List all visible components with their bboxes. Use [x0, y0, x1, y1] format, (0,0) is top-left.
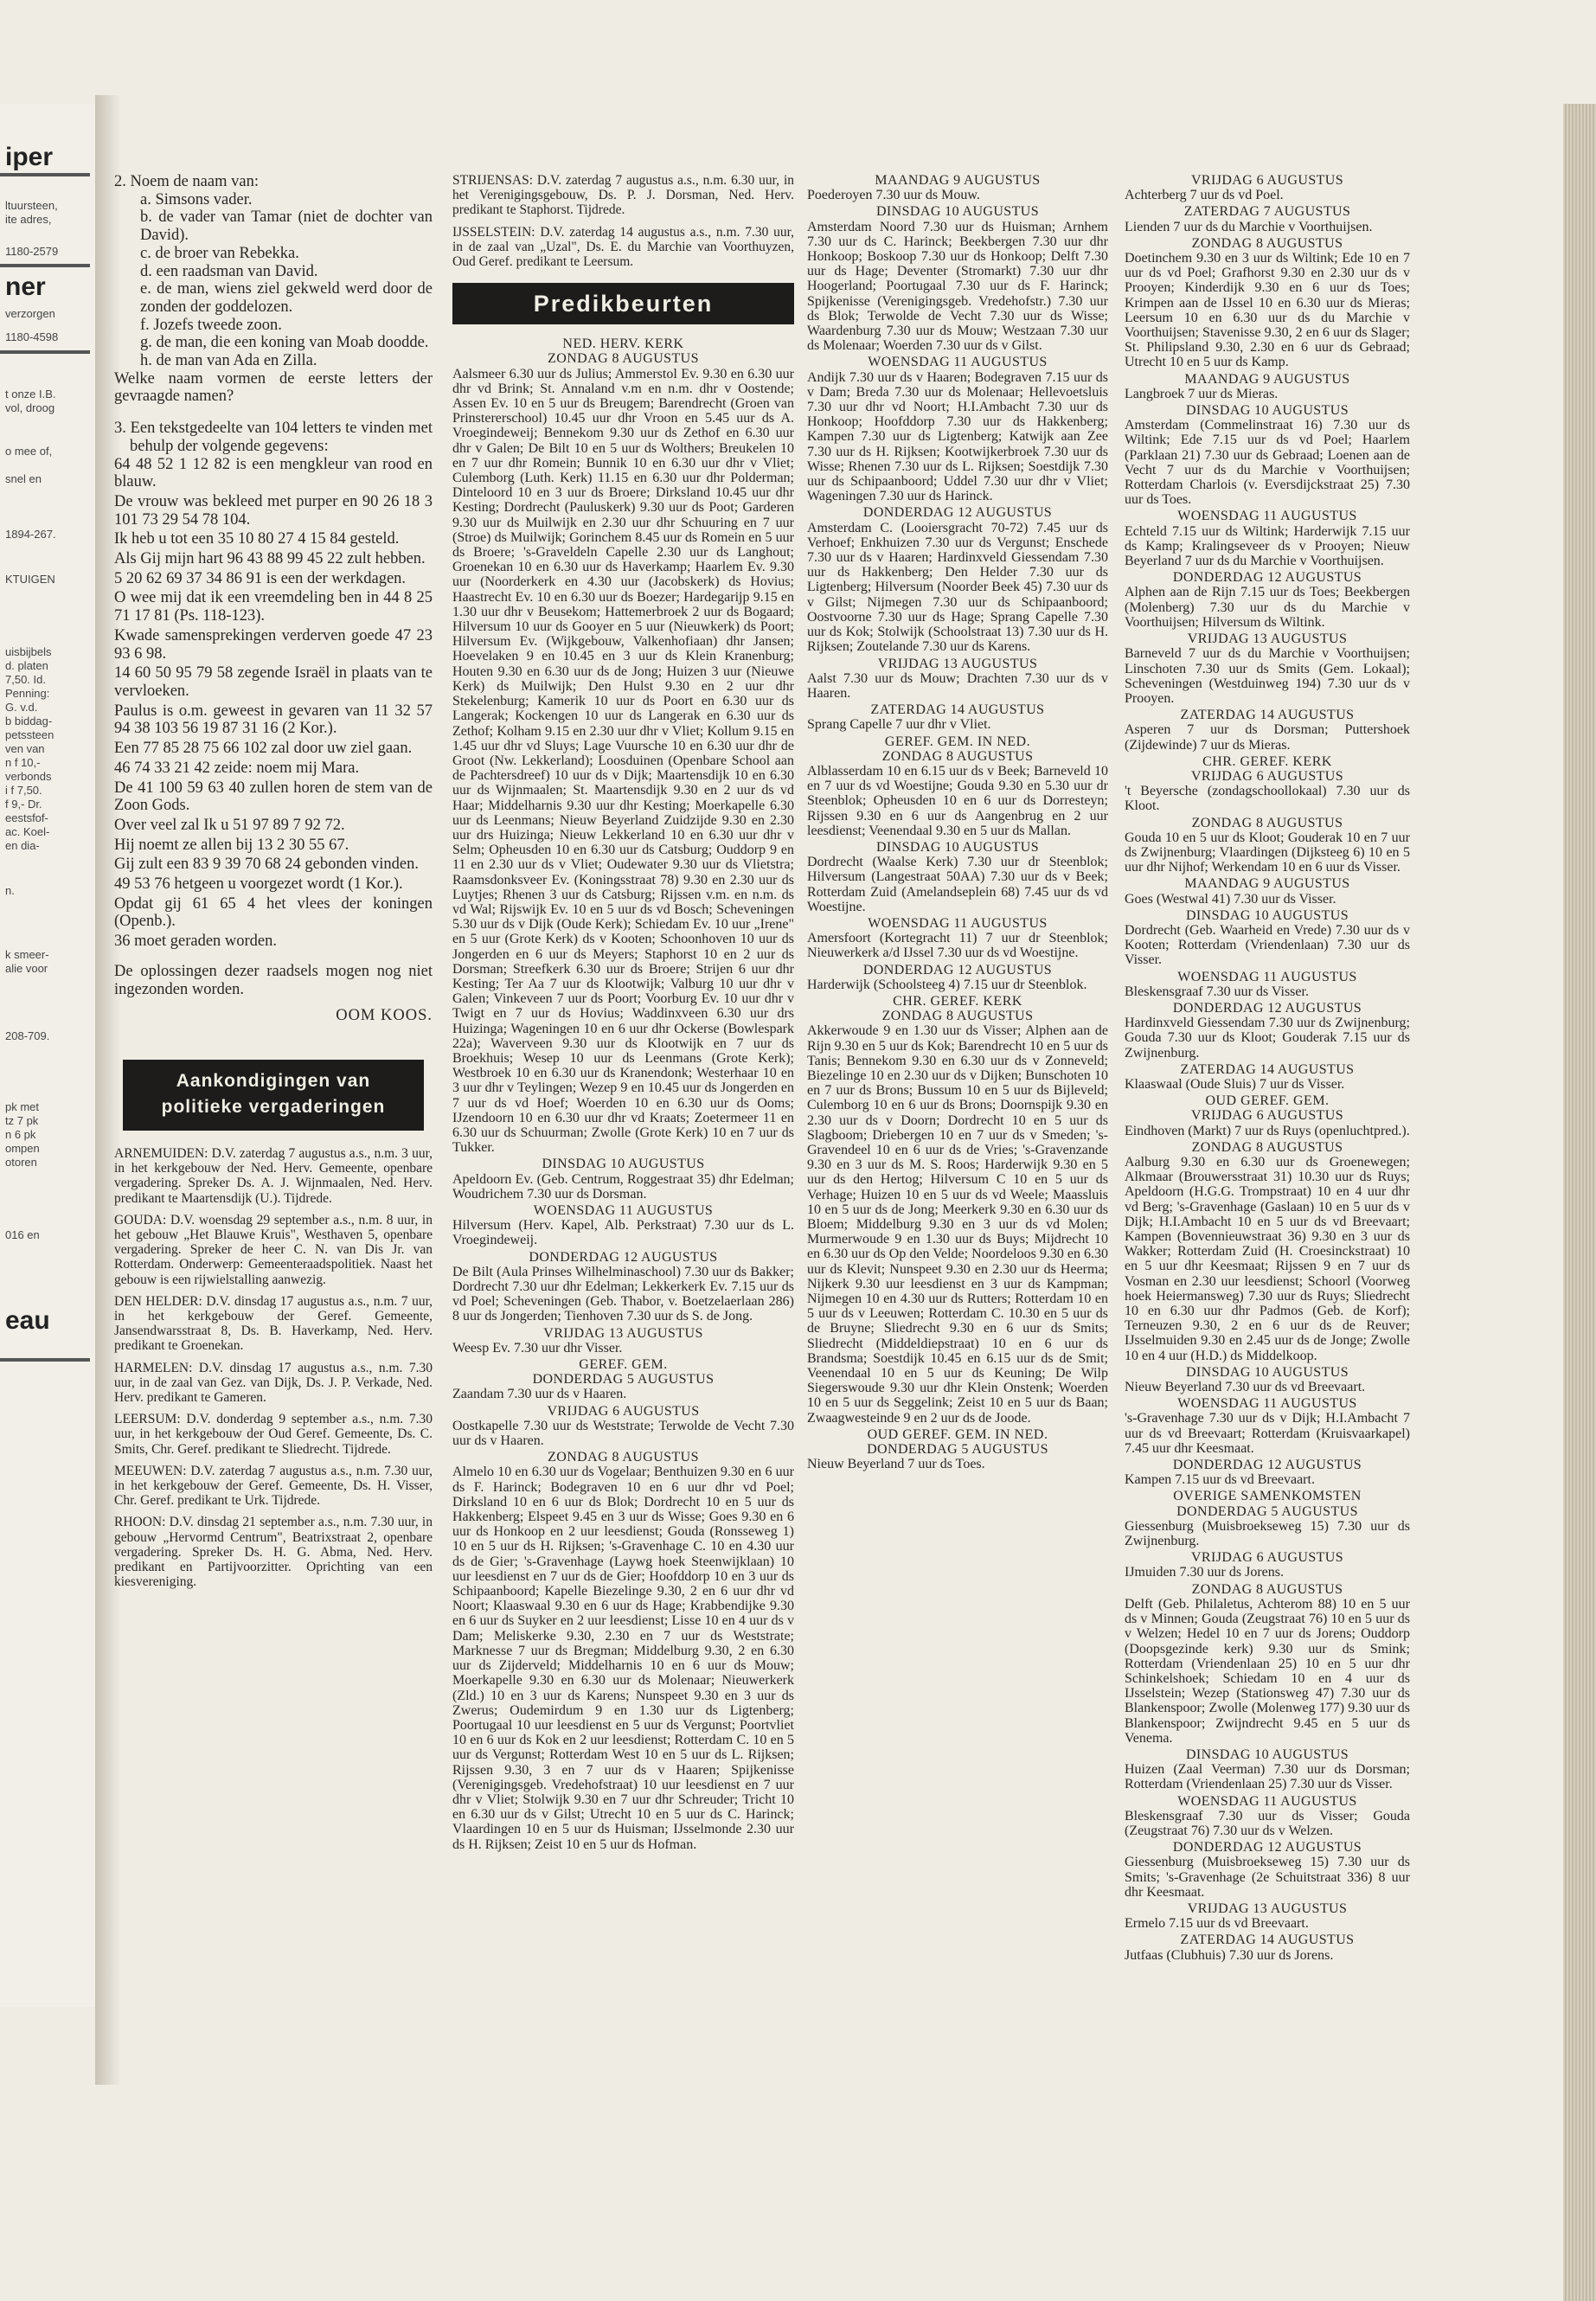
church-heading: OVERIGE SAMENKOMSTEN	[1173, 1489, 1362, 1504]
day-heading: ZONDAG 8 AUGUSTUS	[1191, 235, 1343, 251]
question-3-line: 64 48 52 1 12 82 is een mengkleur van rood en blauw.	[114, 455, 433, 491]
question-2-item: b. de vader van Tamar (niet de dochter van David).	[140, 208, 433, 245]
announcement-item: ARNEMUIDEN: D.V. zaterdag 7 augustus a.s., n.m. 3 uur, in het kerkgebouw der Ned. Herv. Gemeente, openbare vergadering. Spreker Ds. A. J. Wijnmaalen, Ned. Herv. predikant te Maartensdijk (U.). Tijdrede.	[114, 1145, 433, 1206]
previous-page-fragment: ite adres,	[5, 213, 52, 226]
service-listing: Hardinxveld Giessendam 7.30 uur ds Zwijnenburg; Gouda 7.30 uur ds Kloot; Gouderak 7.15 uur ds Zwijnenburg.	[1125, 1016, 1410, 1061]
church-heading: CHR. GEREF. KERK	[1202, 753, 1332, 769]
previous-page-fragment: 016 en	[5, 1228, 40, 1241]
day-heading: WOENSDAG 11 AUGUSTUS	[1177, 969, 1357, 984]
service-listing: Amersfoort (Kortegracht 11) 7 uur dr Steenblok; Nieuwerkerk a/d IJssel 7.30 uur ds vd Woestijne.	[807, 931, 1108, 961]
day-heading: ZATERDAG 14 AUGUSTUS	[1180, 708, 1355, 723]
day-heading: DINSDAG 10 AUGUSTUS	[542, 1157, 705, 1172]
service-listing: Gouda 10 en 5 uur ds Kloot; Gouderak 10 en 7 uur ds Zwijnenburg; Vlaardingen (Dijksteeg 6) 10 en 5 uur dhr Nijhof; Werkendam 10 en 6 uur ds Visser.	[1125, 830, 1410, 875]
service-listing: Dordrecht (Geb. Waarheid en Vrede) 7.30 uur ds v Kooten; Rotterdam (Vriendenlaan) 7.30 uur ds Visser.	[1125, 922, 1410, 968]
question-2-items	[114, 191, 433, 370]
previous-page-rule	[0, 350, 90, 354]
announcement-item: HARMELEN: D.V. dinsdag 17 augustus a.s., n.m. 7.30 uur, in de zaal van Gez. van Dijk, Ds. J. P. Verkade, Ned. Herv. predikant te Gameren.	[114, 1360, 433, 1405]
service-listing: Giessenburg (Muisbroekseweg 15) 7.30 uur ds Zwijnenburg.	[1125, 1518, 1410, 1549]
day-heading: ZATERDAG 14 AUGUSTUS	[1180, 1061, 1355, 1077]
question-3-line: Over veel zal Ik u 51 97 89 7 92 72.	[114, 816, 345, 834]
day-heading: DONDERDAG 12 AUGUSTUS	[1172, 1000, 1362, 1016]
previous-page-fragment: i f 7,50.	[5, 784, 42, 797]
day-heading: DINSDAG 10 AUGUSTUS	[1185, 1364, 1349, 1380]
church-heading: OUD GEREF. GEM.	[1205, 1093, 1330, 1109]
service-listing: Almelo 10 en 6.30 uur ds Vogelaar; Benthuizen 9.30 en 6 uur ds F. Harinck; Bodegraven 10 en 6 uur dhr vd Poel; Dirksland 10 en 6 uur ds Blok; Dordrecht 10 en 5 uur ds Hakkenberg; Elspeet 9.45 en 3 uur ds Wisse; Goes 9.30 en 6 uur ds Honkoop en 2 uur leesdienst; Gouda (Ronsseweg 1) 10 en 5 uur ds H. Rijksen; 's-Gravenhage C. 10 en 4.30 uur ds de Gier; 's-Gravenhage (Laywg hoek Steenwijklaan) 10 uur leesdienst en 7 uur ds de Gier; Hoofddorp 10 en 3 uur ds Schipaanboord; Kapelle Biezelinge 9.30, 2 en 6 uur dhr vd Noort; Klaaswaal 9.30 en 6 uur ds Hage; Krabbendijke 9.30 en 6 uur ds Suyker en 2 uur leesdienst; Lisse 10 en 4 uur ds v Dam; Meliskerke 9.30, 2.30 en 7 uur ds Weststrate; Marknesse 7 uur ds Bregman; Middelburg 9.30, 2 en 6.30 uur ds Zijderveld; Middelharnis 10 en 6 uur ds Mouw; Moerkapelle 9.30 en 6.30 uur ds Molenaar; Nieuwerkerk (Zld.) 10 en 3 uur ds Karens; Nunspeet 9.30 en 3 uur ds Zwerus; Oudemirdum 9 en 1.30 uur ds Ligtenberg; Poortugaal 10 uur leesdienst en 5 uur ds Vergunst; Poortvliet 10 en 6 uur ds Kok en 2 uur leesdienst; Rotterdam C. 10 en 5 uur ds Vergunst; Rotterdam West 10 en 5 uur ds L. Rijksen; Rijssen 9.30, 3 en 7 uur ds v Haaren; Spijkenisse (Verenigingsgeb. Vredehofstraat) 10 uur leesdienst en 7 uur dhr v Vliet; Stolwijk 9.30 en 7 uur dhr Schreuder; Tricht 10 en 6.30 uur ds v Gilst; Utrecht 10 en 5 uur ds C. Harinck; Vlaardingen 10 en 5 uur ds Huisman; IJsselmonde 2.30 uur ds H. Rijksen; Zeist 10 en 5 uur ds Hofman.	[452, 1465, 794, 1852]
previous-page-fragment: 1180-4598	[5, 330, 59, 343]
previous-page-fragment: iper	[5, 143, 54, 171]
service-listing: Bleskensgraaf 7.30 uur ds Visser.	[1125, 984, 1309, 999]
service-listing: Achterberg 7 uur ds vd Poel.	[1125, 188, 1284, 203]
day-heading: WOENSDAG 11 AUGUSTUS	[868, 355, 1048, 370]
previous-page-fragment: petssteen	[5, 728, 54, 741]
day-heading: DINSDAG 10 AUGUSTUS	[1185, 403, 1349, 419]
previous-page-fragment: en dia-	[5, 839, 40, 852]
day-heading: DINSDAG 10 AUGUSTUS	[1185, 907, 1349, 923]
service-listing: Huizen (Zaal Veerman) 7.30 uur ds Dorsman; Rotterdam (Vriendenlaan 25) 7.30 uur ds Visser.	[1125, 1762, 1410, 1792]
previous-page-fragment: d. platen	[5, 659, 48, 672]
service-listing: Hilversum (Herv. Kapel, Alb. Perkstraat) 7.30 uur ds L. Vroegindeweij.	[452, 1218, 794, 1248]
announcement-item: RHOON: D.V. dinsdag 21 september a.s., n.m. 7.30 uur, in gebouw „Hervormd Centrum", Beatrixstraat 2, openbare vergadering. Spreker Ds. H. G. Abma, Ned. Herv. predikant en Partijvoorzitter. Oprichting van een kiesvereniging.	[114, 1515, 433, 1590]
previous-page-fragment: ner	[5, 272, 46, 301]
question-3-lines	[114, 456, 433, 951]
service-listing: Akkerwoude 9 en 1.30 uur ds Visser; Alphen aan de Rijn 9.30 en 5 uur ds Kok; Barendrecht 10 en 5 uur ds Tanis; Bennekom 9.30 en 6.30 uur ds v Zonneveld; Biezelinge 10 en 2.30 uur ds v Dijken; Bunschoten 10 en 7 uur ds Brons; Bussum 10 en 5 uur ds Bijleveld; Culemborg 10 en 6 uur ds Brons; Doornspijk 9.30 en 2.30 uur ds v Doorn; Dordrecht 10 en 5 uur ds Slagboom; Driebergen 10 en 7 uur ds v Smeden; 's-Gravendeel 10 en 6 uur ds de Vries; 's-Gravenzande 9.30 en 3 uur ds M. S. Roos; Harderwijk 9.30 en 5 uur ds den Hertog; Hilversum C 10 en 5 uur ds Verhage; Huizen 10 en 5 uur ds vd Weele; Maassluis 10 en 5 uur ds de Jong; Meerkerk 9.30 en 6.30 uur ds Bloem; Middelburg 9.30 en 3 uur ds vd Molen; Murmerwoude 9 en 1.30 uur ds Buys; Mijdrecht 10 en 6.30 uur ds Op den Velde; Noordeloos 9.30 en 6.30 uur ds Klevit; Nunspeet 9.30 en 2.30 uur ds Heerma; Nijkerk 9.30 uur leesdienst en 3 uur ds Kampman; Nijmegen 10 en 4.30 uur ds Rutters; Rotterdam 10 en 5 uur ds v Leeuwen; Rotterdam C. 10.30 en 5 uur ds de Bruyne; Sliedrecht 9.30 en 6 uur ds Smits; Sliedrecht (Middeldiepstraat) 10 en 6 uur ds Brandsma; Soestdijk 10.45 en 6.15 uur ds de Smit; Veenendaal 10 en 5 uur ds Keuning; De Wilp Siegerswoude 9.30 uur dhr Klein Onstenk; Woerden 10 en 5 uur ds Seggelink; Zeist 10 en 5 uur ds Baan; Zwaagwesteinde 9 en 2 uur ds de Joode.	[807, 1023, 1108, 1426]
service-listing: Giessenburg (Muisbroekseweg 15) 7.30 uur ds Smits; 's-Gravenhage (2e Schuitstraat 336) 8 uur dhr Keesmaat.	[1125, 1855, 1410, 1900]
announcement-item: DEN HELDER: D.V. dinsdag 17 augustus a.s., n.m. 7 uur, in het kerkgebouw der Geref. Gemeente, Jansendwarsstraat 8, Ds. B. Haverkamp, Ned. Herv. predikant te Groenekan.	[114, 1293, 433, 1354]
day-heading: ZONDAG 8 AUGUSTUS	[548, 1450, 699, 1465]
announcements-title-line2: politieke vergaderingen	[161, 1096, 386, 1117]
day-heading: ZONDAG 8 AUGUSTUS	[1191, 815, 1343, 830]
service-listing: Apeldoorn Ev. (Geb. Centrum, Roggestraat 35) dhr Edelman; Woudrichem 7.30 uur ds Dorsman.	[452, 1171, 794, 1202]
announcement-item: LEERSUM: D.V. donderdag 9 september a.s., n.m. 7.30 uur, in het kerkgebouw der Oud Geref. Gemeente, Ds. C. Smits, Chr. Geref. predikant te Sliedrecht. Tijdrede.	[114, 1412, 433, 1457]
day-heading: ZONDAG 8 AUGUSTUS	[548, 351, 699, 367]
question-2-item: g. de man, die een koning van Moab doodde.	[140, 334, 429, 352]
service-listing: Harderwijk (Schoolsteeg 4) 7.15 uur dr Steenblok.	[807, 977, 1087, 992]
announcements-list-continued	[452, 173, 794, 269]
previous-page-rule	[0, 1358, 90, 1362]
previous-page-fragment: snel en	[5, 472, 42, 485]
service-listing: Poederoyen 7.30 uur ds Mouw.	[807, 188, 980, 203]
question-3-line: Paulus is o.m. geweest in gevaren van 11 32 57 94 38 103 56 19 87 31 16 (2 Kor.).	[114, 702, 433, 738]
previous-page-rule	[0, 264, 90, 267]
service-listing: Dordrecht (Waalse Kerk) 7.30 uur dr Steenblok; Hilversum (Langestraat 50AA) 7.30 uur ds v Beek; Rotterdam Zuid (Amelandseplein 68) 7.45 uur ds vd Woestijne.	[807, 855, 1108, 914]
question-3-line: Ik heb u tot een 35 10 80 27 4 15 84 gesteld.	[114, 530, 400, 548]
predikbeurten-banner: Predikbeurten	[452, 283, 794, 324]
question-3-line: De 41 100 59 63 40 zullen horen de stem van de Zoon Gods.	[114, 779, 433, 815]
question-2: 2. Noem de naam van:	[114, 173, 259, 190]
question-3-line: Als Gij mijn hart 96 43 88 99 45 22 zult hebben.	[114, 550, 426, 568]
service-listing: Bleskensgraaf 7.30 uur ds Visser; Gouda (Zeugstraat 76) 7.30 uur ds v Welzen.	[1125, 1808, 1410, 1838]
question-3-line: Opdat gij 61 65 4 het vlees der koningen (Openb.).	[114, 894, 433, 931]
question-3-line: 49 53 76 hetgeen u voorgezet wordt (1 Kor.).	[114, 875, 403, 894]
previous-page-fragment: G. v.d.	[5, 701, 38, 714]
day-heading: VRIJDAG 13 AUGUSTUS	[543, 1325, 703, 1341]
church-heading: GEREF. GEM.	[579, 1357, 668, 1373]
question-3-line: Gij zult een 83 9 39 70 68 24 gebonden vinden.	[114, 856, 419, 874]
announcements-list	[114, 1146, 433, 1589]
day-heading: ZONDAG 8 AUGUSTUS	[881, 748, 1034, 764]
service-listing: Amsterdam (Commelinstraat 16) 7.30 uur ds Wiltink; Ede 7.15 uur ds vd Poel; Haarlem (Parklaan 21) 7.30 uur ds Gebraad; Loenen aan de Vecht 7 uur ds du Marchie v Voorthuijsen; Rotterdam Charlois (v. Eversdijckstraat 25) 7.30 uur ds Toes.	[1125, 418, 1410, 508]
question-3-line: 36 moet geraden worden.	[114, 933, 278, 951]
service-listing: Kampen 7.15 uur ds vd Breevaart.	[1125, 1472, 1315, 1488]
previous-page-fragment: eau	[5, 1306, 50, 1335]
previous-page-fragment: ven van	[5, 742, 45, 755]
service-listing: Doetinchem 9.30 en 3 uur ds Wiltink; Ede 10 en 7 uur ds vd Poel; Grafhorst 9.30 en 2.30 uur ds v Prooyen; Kinderdijk 9.30 en 6 uur ds Toes; Krimpen aan de IJssel 10 en 6.30 uur ds Mieras; Leersum 10 en 6.30 uur ds du Marchie v Voorthuijsen; Stavenisse 9.30, 2 en 6 uur ds Slager; St. Philipsland 9.30, 2.30 en 6 uur ds Gebraad; Utrecht 10 en 5 uur ds Kamp.	[1125, 251, 1410, 370]
service-listing: Weesp Ev. 7.30 uur dhr Visser.	[452, 1340, 623, 1356]
service-listing: Eindhoven (Markt) 7 uur ds Ruys (openluchtpred.).	[1125, 1123, 1410, 1138]
announcements-banner	[123, 1060, 424, 1131]
church-heading: CHR. GEREF. KERK	[893, 993, 1022, 1009]
previous-page-fragment: 208-709.	[5, 1029, 50, 1042]
service-listing: Aalburg 9.30 en 6.30 uur ds Groenewegen; Alkmaar (Brouwersstraat 31) 10.30 uur ds Ruys; Apeldoorn (H.G.G. Trompstraat) 10 en 4 uur dhr vd Berg; 's-Gravenhage (Gaslaan) 10 en 5 uur ds v Dijk; H.I.Ambacht 10 en 5 uur ds vd Breevaart; Kampen (Bovennieuwstraat 36) 9.30 en 3 uur ds Wakker; Rotterdam Zuid (H. Croesinckstraat) 10 en 5 uur dhr Keesmaat; Rijssen 9 en 7 uur ds Vosman en 2.30 uur leesdienst; Schoorl (Voorweg hoek Heiermansweg) 7.30 uur ds Ruys; Sliedrecht 10 en 6.30 uur dhr Padmos (Geb. de Korf); Terneuzen 9.30, 2 en 6 uur ds de Reuver; IJsselmuiden 9.30 en 2.45 uur ds de Jonge; Zwolle 10 en 4 uur (H.D.) ds Middelkoop.	[1125, 1155, 1410, 1363]
service-listing: Alphen aan de Rijn 7.15 uur ds Toes; Beekbergen (Molenberg) 7.30 uur ds du Marchie v Voorthuijsen; Hilversum ds Wiltink.	[1125, 585, 1410, 630]
church-heading: NED. HERV. KERK	[562, 336, 684, 352]
question-3-line: 14 60 50 95 79 58 zegende Israël in plaats van te vervloeken.	[114, 664, 433, 700]
day-heading: ZONDAG 8 AUGUSTUS	[881, 1009, 1034, 1024]
service-listing: Andijk 7.30 uur ds v Haaren; Bodegraven 7.15 uur ds v Dam; Breda 7.30 uur ds Molenaar; Hellevoetsluis 7.30 uur dhr vd Noort; H.I.Ambacht 7.30 uur ds Honkoop; Hoofddorp 7.30 uur ds Hakkenberg; Kampen 7.30 uur ds Ligtenberg; Katwijk aan Zee 7.30 uur ds H. Rijksen; Kootwijkerbroek 7.30 uur ds Wisse; Rhenen 7.30 uur ds L. Rijksen; Soestdijk 7.30 uur ds Schipaanboord; Uddel 7.30 uur dhr v Vliet; Wageningen 7.30 uur ds Harinck.	[807, 369, 1108, 504]
day-heading: DONDERDAG 12 AUGUSTUS	[1172, 1458, 1362, 1473]
day-heading: VRIJDAG 6 AUGUSTUS	[1190, 1550, 1344, 1566]
day-heading: VRIJDAG 6 AUGUSTUS	[547, 1403, 700, 1419]
day-heading: DONDERDAG 12 AUGUSTUS	[1172, 570, 1362, 586]
day-heading: WOENSDAG 11 AUGUSTUS	[533, 1203, 714, 1218]
question-3-line: Hij noemt ze allen bij 13 2 30 55 67.	[114, 836, 349, 854]
service-listing: Nieuw Beyerland 7.30 uur ds vd Breevaart.	[1125, 1380, 1366, 1395]
previous-page-fragment: verbonds	[5, 770, 52, 783]
service-listing: Aalsmeer 6.30 uur ds Julius; Ammerstol Ev. 9.30 en 6.30 uur dhr vd Brink; St. Annaland v.m en n.m. dhr v Oostende; Assen Ev. 10 en 5 uur ds Breugem; Barendrecht (Groen van Prinstererschool) 10.45 uur dhr Vroon en 5.45 uur ds A. Vroegindeweij; Bennekom 9.30 uur ds Zethof en 6.30 uur dhr v Galen; De Bilt 10 en 5 uur ds Wolthers; Breukelen 10 en 7 uur dhr Romein; Bunnik 10 en 6.30 uur dhr v Vliet; Culemborg (Luth. Kerk) 11.15 en 6.30 uur dhr Polderman; Dinteloord 10 en 3 uur ds Broere; Dirksland 10.45 uur dhr Kesting; Dordrecht (Pauluskerk) 9.30 uur ds Poot; Garderen 9.30 uur ds Muilwijk en 2.30 uur dhr Schuuring en 7 uur (Stroe) ds Muilwijk; Gorinchem 8.45 uur ds Romein en 5 uur ds Broere; 's-Graveldeln Capelle 2.30 uur ds Langhout; Groenekan 10 en 6.30 uur ds Haverkamp; Haarlem Ev. 9.30 uur (Noorderkerk en 4.30 uur (Jacobskerk) ds Hovius; Haastrecht Ev. 10 en 6.30 uur ds Boezer; Hardegarijp 9.15 en 1.30 uur dhr v Beusekom; Hattemerbroek 2 uur ds Bogaard; Hilversum 10 uur ds Gooyer en 5 uur (Nieuwkerk) ds Poort; Hilversum Ev. (Wijkgebouw, Valkenhofiaan) dhr Jansen; Hoevelaken 9 en 10.45 en 3 uur ds Klein Kranenburg; Houten 9.30 en 6.30 uur ds de Jong; Huizen 3 uur (Nieuwe Kerk) ds Muilwijk; Den Hulst 9.30 en 2 uur dhr Stekelenburg; Kamerik 10 uur ds Poort en 6.30 uur ds Langerak; Kockengen 10 uur ds Langerak en 6.30 uur ds Zethof; Kolham 9.15 en 2.30 uur dhr v Vliet; Kollum 9.15 en 1.45 uur dhr vd Sluys; Lage Vuursche 10 en 6.30 uur dhr de Groot (Nw. Lekkerland); Loosduinen (Openbare School aan de Pachtersdreef) 10 uur ds v Dijk; Maartensdijk 10 en 6.30 uur ds Wijnmaalen; St. Maartensdijk 9.30 en 2 uur ds vd Haar; Middelharnis 9.30 uur dhr Kesting; Moerkapelle 6.30 uur ds Leenmans; Nieuw Beyerland Zuidzijde 9.30 en 2.30 uur drs Huizinga; Nieuw Lekkerland 10 en 6.30 uur dhr v Selm; Opheusden 10 en 6.30 uur ds Catsburg; Ouddorp 9 en 11 en 2.30 uur ds v Vliet; Oudewater 9.30 uur ds Vlietstra; Raamsdonksveer Ev. (Koningsstraat 78) 9.30 en 2.30 uur ds Luytjes; Rhenen 3 uur ds Catsburg; Rijssen v.m. en n.m. ds vd Wal; Rijswijk Ev. 10 en 5 uur ds vd Bosch; Scheveningen 5.30 uur ds v Dijk (Oude Kerk); Schiedam Ev. 10 uur „Irene" en 5 uur (Grote Kerk) ds v Kooten; Schoonhoven 10 uur ds Jongerden en 6 uur ds Meyers; Staphorst 10 en 2 uur ds Dorsman; Streefkerk 6.30 uur ds Broere; Strijen 6 uur dhr Kesting; Ter Aa 7 uur ds Klootwijk; Valburg 10 uur dhr v Galen; Vinkeveen 7 uur ds Poort; Voorburg Ev. 10 uur dhr v Twigt en 7 uur ds Hovius; Waddinxveen 6.30 uur drs Huizinga; Wageningen 10 en 6 uur dhr Ockerse (Bowlespark 22a); Waverveen 9.30 uur ds Klootwijk en 7 uur ds Broekhuis; Wesep 10 uur ds Leenmans (Grote Kerk); Westbroek 10 en 6.30 uur ds Kranendonk; Westerhaar 10 en 3 uur dhr v Teylingen; Wezep 9 en 10.45 uur ds Jongerden en 7 uur ds vd Hoef; Woerden 10 en 6.30 uur ds Ooms; IJzendoorn 10 en 6.30 uur dhr vd Kraats; Zoetermeer 11 en 6.30 uur ds Schuurman; Zwolle (Grote Kerk) 10 en 7 uur ds Tukker.	[452, 366, 794, 1156]
column-2	[452, 173, 794, 1854]
previous-page-fragment: 1180-2579	[5, 245, 59, 258]
day-heading: VRIJDAG 13 AUGUSTUS	[1187, 1900, 1348, 1916]
column-4	[1125, 173, 1410, 1965]
previous-page-fragment: ompen	[5, 1142, 40, 1155]
day-heading: MAANDAG 9 AUGUSTUS	[875, 173, 1041, 188]
day-heading: WOENSDAG 11 AUGUSTUS	[1177, 509, 1357, 524]
previous-page-fragment: n.	[5, 884, 15, 897]
announcements-title-line1: Aankondigingen van	[176, 1070, 371, 1091]
previous-page-fragment: alie voor	[5, 962, 48, 975]
puzzle-signature: OOM KOOS.	[336, 1007, 433, 1025]
day-heading: DINSDAG 10 AUGUSTUS	[875, 839, 1040, 855]
service-listing: Alblasserdam 10 en 6.15 uur ds v Beek; Barneveld 10 en 7 uur ds vd Woestijne; Gouda 9.30 en 5.30 uur dr Steenblok; Opheusden 10 en 6 uur ds Dorresteyn; Rijssen 9.30 en 6 uur ds Aangenbrug en 2 uur leesdienst; Veenendaal 9.30 en 5 uur ds Mallan.	[807, 763, 1108, 838]
question-3-line: Kwade samensprekingen verderven goede 47 23 93 6 98.	[114, 626, 433, 663]
previous-page-fragment: f 9,- Dr.	[5, 798, 42, 811]
day-heading: MAANDAG 9 AUGUSTUS	[1184, 876, 1350, 892]
question-3-line: Een 77 85 28 75 66 102 zal door uw ziel gaan.	[114, 740, 413, 758]
question-2-item: f. Jozefs tweede zoon.	[140, 316, 282, 334]
day-heading: ZATERDAG 14 AUGUSTUS	[1180, 1932, 1355, 1948]
previous-page-fragment: ac. Koel-	[5, 825, 50, 838]
day-heading: ZONDAG 8 AUGUSTUS	[1191, 1139, 1343, 1155]
day-heading: ZATERDAG 14 AUGUSTUS	[870, 702, 1045, 718]
question-2-item: d. een raadsman van David.	[140, 262, 318, 280]
day-heading: DONDERDAG 12 AUGUSTUS	[862, 962, 1053, 977]
day-heading: DINSDAG 10 AUGUSTUS	[875, 204, 1040, 220]
previous-page-rule	[0, 173, 90, 176]
service-listing: Echteld 7.15 uur ds Wiltink; Harderwijk 7.15 uur ds Kamp; Kralingseveer ds v Prooyen; Nieuw Beyerland 7 uur ds du Marchie v Voorthuijsen.	[1125, 523, 1410, 569]
previous-page-fragment: n 6 pk	[5, 1128, 36, 1141]
day-heading: VRIJDAG 13 AUGUSTUS	[877, 656, 1038, 671]
column-3-body	[807, 173, 1108, 1471]
previous-page-fragment: KTUIGEN	[5, 573, 55, 586]
service-listing: Oostkapelle 7.30 uur ds Weststrate; Terwolde de Vecht 7.30 uur ds v Haaren.	[452, 1418, 794, 1449]
service-listing: 't Beyersche (zondagschoollokaal) 7.30 uur ds Kloot.	[1125, 784, 1410, 814]
service-listing: Langbroek 7 uur ds Mieras.	[1125, 386, 1279, 401]
service-listing: IJmuiden 7.30 uur ds Jorens.	[1125, 1565, 1284, 1580]
service-listing: Asperen 7 uur ds Dorsman; Puttershoek (Zijdewinde) 7 uur ds Mieras.	[1125, 722, 1410, 753]
previous-page-fragment: b biddag-	[5, 715, 53, 727]
previous-page-fragment: k smeer-	[5, 948, 49, 961]
question-2-item: h. de man van Ada en Zilla.	[140, 352, 317, 370]
question-2-item: e. de man, wiens ziel gekweld werd door de zonden der goddelozen.	[140, 280, 433, 316]
day-heading: DONDERDAG 5 AUGUSTUS	[1176, 1503, 1358, 1519]
question-3-line: O wee mij dat ik een vreemdeling ben in 44 8 25 71 17 81 (Ps. 118-123).	[114, 589, 433, 625]
day-heading: DONDERDAG 12 AUGUSTUS	[1172, 1840, 1362, 1856]
puzzle-column	[114, 173, 433, 1596]
previous-page-fragment: verzorgen	[5, 307, 55, 320]
announcement-item: STRIJENSAS: D.V. zaterdag 7 augustus a.s., n.m. 6.30 uur, in het Verenigingsgebouw, Ds. P. J. Dorsman, Ned. Herv. predikant te Staphorst. Tijdrede.	[452, 173, 794, 218]
day-heading: VRIJDAG 6 AUGUSTUS	[1190, 173, 1344, 188]
service-listing: Jutfaas (Clubhuis) 7.30 uur ds Jorens.	[1125, 1947, 1334, 1963]
service-listing: Delft (Geb. Philaletus, Achterom 88) 10 en 5 uur ds v Minnen; Gouda (Zeugstraat 76) 10 en 5 uur ds v Welzen; Hedel 10 en 7 uur ds Jorens; Ouddorp (Doopsgezinde kerk) 9.30 uur ds Smink; Rotterdam (Vriendenlaan 25) 10 en 5 uur dhr Schinkelshoek; Schiedam 10 en 4 uur ds IJsselstein; Wezep (Stationsweg 47) 7.30 uur ds Blankenspoor; Zwolle (Molenweg 177) 9.30 uur ds Blankenspoor; Zwijndrecht 9.45 en 5 uur ds Venema.	[1125, 1596, 1410, 1746]
column-3	[807, 173, 1108, 1473]
previous-page-fragment: tz 7 pk	[5, 1114, 39, 1127]
puzzle-closing: De oplossingen dezer raadsels mogen nog niet ingezonden worden.	[114, 962, 433, 998]
previous-page-fragment: o mee of,	[5, 445, 53, 458]
previous-page-fragment: otoren	[5, 1156, 37, 1169]
question-3: 3. Een tekstgedeelte van 104 letters te vinden met behulp der volgende gegevens:	[114, 420, 433, 455]
service-listing: Sprang Capelle 7 uur dhr v Vliet.	[807, 717, 991, 733]
previous-page-fragment: eestsfof-	[5, 811, 48, 824]
service-listing: Klaaswaal (Oude Sluis) 7 uur ds Visser.	[1125, 1076, 1345, 1092]
previous-page-fragment: n f 10,-	[5, 756, 41, 769]
previous-page-strip	[0, 104, 97, 2007]
day-heading: ZONDAG 8 AUGUSTUS	[1191, 1581, 1343, 1597]
column-4-body	[1125, 173, 1410, 1963]
service-listing: 's-Gravenhage 7.30 uur ds v Dijk; H.I.Ambacht 7 uur ds vd Breevaart; Rotterdam (Kruisvaarkapel) 7.45 uur dhr Keesmaat.	[1125, 1411, 1410, 1456]
previous-page-fragment: vol, droog	[5, 401, 55, 414]
day-heading: WOENSDAG 11 AUGUSTUS	[1177, 1793, 1357, 1809]
question-2-item: a. Simsons vader.	[140, 190, 253, 208]
service-listing: Lienden 7 uur ds du Marchie v Voorthuijsen.	[1125, 219, 1373, 234]
day-heading: VRIJDAG 13 AUGUSTUS	[1187, 631, 1348, 647]
day-heading: DONDERDAG 12 AUGUSTUS	[862, 505, 1053, 521]
day-heading: DONDERDAG 12 AUGUSTUS	[529, 1249, 718, 1265]
previous-page-fragment: ltuursteen,	[5, 199, 58, 212]
previous-page-fragment: pk met	[5, 1100, 40, 1113]
question-3-line: 5 20 62 69 37 34 86 91 is een der werkdagen.	[114, 569, 407, 587]
service-listing: Amsterdam Noord 7.30 uur ds Huisman; Arnhem 7.30 uur ds C. Harinck; Beekbergen 7.30 uur dhr Honkoop; Boskoop 7.30 uur ds Honkoop; Delft 7.30 uur ds Hage; Deventer (Stromarkt) 7.30 uur dhr Hoogerland; Poortugaal 7.30 uur ds F. Harinck; Spijkenisse (Verenigingsgeb. Vredehofstr.) 7.30 uur ds Blok; Terwolde de Vecht 7.30 uur ds Wisse; Waardenburg 7.30 uur ds Mouw; Westzaan 7.30 uur ds Molenaar; Woerden 7.30 uur ds v Gilst.	[807, 219, 1108, 354]
day-heading: MAANDAG 9 AUGUSTUS	[1184, 371, 1350, 387]
service-listing: Nieuw Beyerland 7 uur ds Toes.	[807, 1457, 985, 1472]
service-listing: Amsterdam C. (Looiersgracht 70-72) 7.45 uur ds Verhoef; Enkhuizen 7.30 uur ds Vergunst; Enschede 7.30 uur ds v Haaren; Hardinxveld Giessendam 7.30 uur ds Hakkenberg; Den Helder 7.30 uur ds Ligtenberg; Hilversum (Noorder Beek 45) 7.30 uur ds v Gilst; Nijmegen 7.30 uur ds Schipaanboord; Oostvoorne 7.30 uur ds Hage; Sprang Capelle 7.30 uur ds Kok; Stolwijk (Schoolstraat 13) 7.30 uur ds H. Rijksen; Zoutelande 7.30 uur ds Karens.	[807, 520, 1108, 655]
question-3-line: De vrouw was bekleed met purper en 90 26 18 3 101 73 29 54 78 104.	[114, 492, 433, 529]
day-heading: DONDERDAG 5 AUGUSTUS	[867, 1442, 1048, 1458]
service-listing: Zaandam 7.30 uur ds v Haaren.	[452, 1387, 627, 1402]
service-listing: Goes (Westwal 41) 7.30 uur ds Visser.	[1125, 891, 1336, 907]
question-3-line: 46 74 33 21 42 zeide: noem mij Mara.	[114, 759, 360, 777]
day-heading: WOENSDAG 11 AUGUSTUS	[1177, 1396, 1357, 1412]
day-heading: WOENSDAG 11 AUGUSTUS	[868, 915, 1048, 931]
service-listing: Ermelo 7.15 uur ds vd Breevaart.	[1125, 1916, 1309, 1932]
service-listing: Aalst 7.30 uur ds Mouw; Drachten 7.30 uur ds v Haaren.	[807, 670, 1108, 701]
service-listing: De Bilt (Aula Prinses Wilhelminaschool) 7.30 uur ds Bakker; Dordrecht 7.30 uur dhr Edelman; Lekkerkerk Ev. 7.15 uur ds vd Poel; Scheveningen (Geb. Thabor, v. Boetzelaerlaan 286) 8 uur ds Jongerden; Tienhoven 7.30 uur ds S. de Jong.	[452, 1264, 794, 1324]
column-2-body	[452, 336, 794, 1852]
previous-page-fragment: Penning:	[5, 687, 50, 700]
previous-page-fragment: 1894-267.	[5, 528, 56, 541]
church-heading: GEREF. GEM. IN NED.	[884, 734, 1031, 749]
question-2-item: c. de broer van Rebekka.	[140, 244, 299, 262]
day-heading: VRIJDAG 6 AUGUSTUS	[1190, 1108, 1344, 1124]
question-2-end: Welke naam vormen de eerste letters der gevraagde namen?	[114, 369, 433, 406]
announcement-item: MEEUWEN: D.V. zaterdag 7 augustus a.s., n.m. 7.30 uur, in het kerkgebouw der Geref. Gemeente, Ds. H. Visser, Chr. Geref. predikant te Urk. Tijdrede.	[114, 1463, 433, 1509]
page-edges	[1563, 104, 1596, 2301]
church-heading: OUD GEREF. GEM. IN NED.	[867, 1426, 1048, 1442]
service-listing: Barneveld 7 uur ds du Marchie v Voorthuijsen; Linschoten 7.30 uur ds Smits (Gem. Lokaal); Scheveningen (Westduinweg 194) 7.30 uur ds v Prooyen.	[1125, 646, 1410, 706]
previous-page-fragment: uisbijbels	[5, 645, 52, 658]
previous-page-fragment: 7,50. Id.	[5, 673, 46, 686]
previous-page-fragment: t onze I.B.	[5, 388, 56, 401]
day-heading: DINSDAG 10 AUGUSTUS	[1185, 1747, 1349, 1762]
day-heading: ZATERDAG 7 AUGUSTUS	[1183, 204, 1351, 220]
announcement-item: GOUDA: D.V. woensdag 29 september a.s., n.m. 8 uur, in het gebouw „Het Blauwe Kruis", Westhaven 5, openbare vergadering. Spreker de heer C. N. van Dis Jr. van Rotterdam. Onderwerp: Gemeenteraadspolitiek. Naast het gebouw is een rijwielstalling aanwezig.	[114, 1212, 433, 1287]
day-heading: VRIJDAG 6 AUGUSTUS	[1190, 768, 1344, 784]
announcement-item: IJSSELSTEIN: D.V. zaterdag 14 augustus a.s., n.m. 7.30 uur, in de zaal van „Uzal", Ds. E. du Marchie van Voorthuyzen, Oud Geref. predikant te Leersum.	[452, 224, 794, 270]
day-heading: DONDERDAG 5 AUGUSTUS	[532, 1372, 715, 1388]
